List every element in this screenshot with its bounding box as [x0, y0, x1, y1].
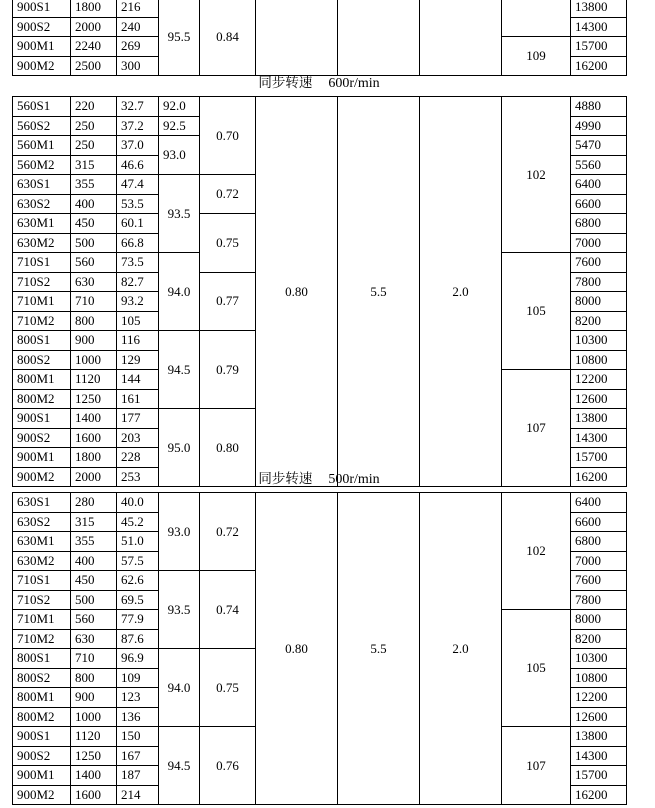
power-cell: 1400: [71, 409, 117, 429]
weight-cell: 10300: [571, 331, 627, 351]
current-cell: 109: [117, 668, 159, 688]
empty-cell: [338, 0, 420, 76]
power-cell: 800: [71, 311, 117, 331]
power-cell: 1000: [71, 707, 117, 727]
table-row: [13, 97, 627, 117]
current-cell: 53.5: [117, 194, 159, 214]
weight-cell: 13800: [571, 0, 627, 17]
frame-cell: 102: [502, 97, 571, 253]
model-cell: 560S2: [13, 116, 71, 136]
power-cell: 450: [71, 571, 117, 591]
efficiency-cell: 93.0: [159, 136, 200, 175]
current-cell: 240: [117, 17, 159, 37]
power-factor-cell: 0.75: [200, 214, 256, 273]
model-cell: 630S2: [13, 194, 71, 214]
current-cell: 253: [117, 467, 159, 487]
model-cell: 800M1: [13, 370, 71, 390]
power-factor-cell: 0.72: [200, 175, 256, 214]
weight-cell: 10800: [571, 668, 627, 688]
current-cell: 32.7: [117, 97, 159, 117]
power-factor-cell: 0.77: [200, 272, 256, 331]
model-cell: 900S1: [13, 409, 71, 429]
col-c-cell: 2.0: [420, 493, 502, 805]
efficiency-cell: 94.5: [159, 331, 200, 409]
power-cell: 355: [71, 175, 117, 195]
power-cell: 560: [71, 610, 117, 630]
weight-cell: 6600: [571, 512, 627, 532]
model-cell: 560M2: [13, 155, 71, 175]
current-cell: 77.9: [117, 610, 159, 630]
model-cell: 710S1: [13, 253, 71, 273]
power-cell: 500: [71, 590, 117, 610]
section-title-label: 同步转速: [258, 75, 313, 91]
empty-cell: [420, 0, 502, 76]
efficiency-cell: 94.0: [159, 649, 200, 727]
model-cell: 900M1: [13, 448, 71, 468]
model-cell: 800S2: [13, 668, 71, 688]
power-cell: 1250: [71, 389, 117, 409]
power-cell: 1400: [71, 766, 117, 786]
power-cell: 710: [71, 292, 117, 312]
model-cell: 710M1: [13, 292, 71, 312]
model-cell: 710S2: [13, 590, 71, 610]
weight-cell: 6800: [571, 532, 627, 552]
power-cell: 315: [71, 512, 117, 532]
model-cell: 900M1: [13, 37, 71, 57]
current-cell: 57.5: [117, 551, 159, 571]
current-cell: 116: [117, 331, 159, 351]
current-cell: 47.4: [117, 175, 159, 195]
current-cell: 60.1: [117, 214, 159, 234]
model-cell: 560M1: [13, 136, 71, 156]
model-cell: 900S2: [13, 746, 71, 766]
model-cell: 900M2: [13, 56, 71, 76]
model-cell: 630M1: [13, 532, 71, 552]
weight-cell: 12200: [571, 370, 627, 390]
current-cell: 300: [117, 56, 159, 76]
col-c-cell: 2.0: [420, 97, 502, 487]
current-cell: 105: [117, 311, 159, 331]
current-cell: 177: [117, 409, 159, 429]
current-cell: 73.5: [117, 253, 159, 273]
weight-cell: 13800: [571, 409, 627, 429]
current-cell: 45.2: [117, 512, 159, 532]
model-cell: 800M2: [13, 389, 71, 409]
weight-cell: 14300: [571, 428, 627, 448]
weight-cell: 6600: [571, 194, 627, 214]
power-cell: 500: [71, 233, 117, 253]
current-cell: 37.2: [117, 116, 159, 136]
weight-cell: 8200: [571, 629, 627, 649]
current-cell: 167: [117, 746, 159, 766]
power-cell: 2500: [71, 56, 117, 76]
section-title-600: [12, 72, 626, 94]
model-cell: 800S1: [13, 331, 71, 351]
weight-cell: 7800: [571, 272, 627, 292]
efficiency-cell: 94.0: [159, 253, 200, 331]
model-cell: 710M1: [13, 610, 71, 630]
model-cell: 900M2: [13, 785, 71, 805]
power-cell: 900: [71, 688, 117, 708]
model-cell: 900S1: [13, 0, 71, 17]
weight-cell: 6800: [571, 214, 627, 234]
weight-cell: 12200: [571, 688, 627, 708]
current-cell: 87.6: [117, 629, 159, 649]
power-cell: 1120: [71, 727, 117, 747]
current-cell: 129: [117, 350, 159, 370]
current-cell: 37.0: [117, 136, 159, 156]
model-cell: 900S2: [13, 17, 71, 37]
weight-cell: 16200: [571, 467, 627, 487]
weight-cell: 10800: [571, 350, 627, 370]
weight-cell: 14300: [571, 746, 627, 766]
weight-cell: 7800: [571, 590, 627, 610]
spec-table-500: [12, 492, 627, 805]
table-row: [13, 0, 627, 17]
weight-cell: 15700: [571, 448, 627, 468]
current-cell: 203: [117, 428, 159, 448]
frame-cell: 105: [502, 253, 571, 370]
section-title-500: [12, 468, 626, 490]
model-cell: 800S2: [13, 350, 71, 370]
power-cell: 1250: [71, 746, 117, 766]
weight-cell: 10300: [571, 649, 627, 669]
power-factor-cell: 0.70: [200, 97, 256, 175]
weight-cell: 15700: [571, 37, 627, 57]
power-cell: 630: [71, 629, 117, 649]
model-cell: 900S1: [13, 727, 71, 747]
weight-cell: 5560: [571, 155, 627, 175]
frame-cell: 107: [502, 727, 571, 805]
power-factor-cell: 0.79: [200, 331, 256, 409]
power-cell: 900: [71, 331, 117, 351]
weight-cell: 7000: [571, 233, 627, 253]
weight-cell: 15700: [571, 766, 627, 786]
frame-cell: 102: [502, 493, 571, 610]
model-cell: 630S1: [13, 493, 71, 513]
frame-cell: 107: [502, 370, 571, 487]
current-cell: 136: [117, 707, 159, 727]
power-factor-cell: 0.80: [200, 409, 256, 487]
model-cell: 710M2: [13, 311, 71, 331]
efficiency-cell: 95.5: [159, 0, 200, 76]
weight-cell: 12600: [571, 389, 627, 409]
current-cell: 93.2: [117, 292, 159, 312]
current-cell: 216: [117, 0, 159, 17]
weight-cell: 7600: [571, 253, 627, 273]
power-cell: 355: [71, 532, 117, 552]
current-cell: 69.5: [117, 590, 159, 610]
efficiency-cell: 92.0: [159, 97, 200, 117]
model-cell: 630S2: [13, 512, 71, 532]
weight-cell: 16200: [571, 56, 627, 76]
current-cell: 161: [117, 389, 159, 409]
model-cell: 710M2: [13, 629, 71, 649]
frame-cell: 105: [502, 610, 571, 727]
power-cell: 280: [71, 493, 117, 513]
power-cell: 710: [71, 649, 117, 669]
efficiency-cell: 94.5: [159, 727, 200, 805]
model-cell: 900M2: [13, 467, 71, 487]
efficiency-cell: 93.5: [159, 571, 200, 649]
current-cell: 51.0: [117, 532, 159, 552]
power-factor-cell: 0.74: [200, 571, 256, 649]
power-factor-cell: 0.75: [200, 649, 256, 727]
model-cell: 800M2: [13, 707, 71, 727]
power-cell: 315: [71, 155, 117, 175]
current-cell: 66.8: [117, 233, 159, 253]
power-cell: 400: [71, 551, 117, 571]
current-cell: 82.7: [117, 272, 159, 292]
weight-cell: 4880: [571, 97, 627, 117]
spec-table-top: [12, 0, 627, 76]
frame-cell: 109: [502, 37, 571, 76]
weight-cell: 8200: [571, 311, 627, 331]
model-cell: 900S2: [13, 428, 71, 448]
model-cell: 630M2: [13, 233, 71, 253]
col-b-cell: 5.5: [338, 97, 420, 487]
model-cell: 560S1: [13, 97, 71, 117]
current-cell: 187: [117, 766, 159, 786]
power-factor-cell: 0.84: [200, 0, 256, 76]
weight-cell: 6400: [571, 493, 627, 513]
empty-cell: [256, 0, 338, 76]
weight-cell: 8000: [571, 292, 627, 312]
model-cell: 800S1: [13, 649, 71, 669]
weight-cell: 13800: [571, 727, 627, 747]
efficiency-cell: 95.0: [159, 409, 200, 487]
weight-cell: 16200: [571, 785, 627, 805]
efficiency-cell: 93.5: [159, 175, 200, 253]
power-cell: 1000: [71, 350, 117, 370]
efficiency-cell: 92.5: [159, 116, 200, 136]
section-title-label: 同步转速: [258, 471, 313, 487]
weight-cell: 4990: [571, 116, 627, 136]
power-cell: 220: [71, 97, 117, 117]
power-cell: 1600: [71, 785, 117, 805]
model-cell: 630S1: [13, 175, 71, 195]
model-cell: 710S2: [13, 272, 71, 292]
power-cell: 250: [71, 116, 117, 136]
power-cell: 560: [71, 253, 117, 273]
power-cell: 1120: [71, 370, 117, 390]
weight-cell: 7000: [571, 551, 627, 571]
current-cell: 150: [117, 727, 159, 747]
power-cell: 450: [71, 214, 117, 234]
spec-table-600: [12, 96, 627, 487]
model-cell: 900M1: [13, 766, 71, 786]
weight-cell: 12600: [571, 707, 627, 727]
current-cell: 228: [117, 448, 159, 468]
col-a-cell: 0.80: [256, 97, 338, 487]
power-cell: 2240: [71, 37, 117, 57]
power-factor-cell: 0.76: [200, 727, 256, 805]
empty-cell: [502, 0, 571, 37]
current-cell: 40.0: [117, 493, 159, 513]
model-cell: 630M2: [13, 551, 71, 571]
current-cell: 46.6: [117, 155, 159, 175]
current-cell: 96.9: [117, 649, 159, 669]
power-cell: 800: [71, 668, 117, 688]
col-b-cell: 5.5: [338, 493, 420, 805]
current-cell: 62.6: [117, 571, 159, 591]
table-row: [13, 493, 627, 513]
current-cell: 214: [117, 785, 159, 805]
weight-cell: 5470: [571, 136, 627, 156]
power-cell: 250: [71, 136, 117, 156]
power-cell: 1600: [71, 428, 117, 448]
section-title-speed: 600r/min: [328, 76, 380, 91]
weight-cell: 6400: [571, 175, 627, 195]
power-cell: 400: [71, 194, 117, 214]
efficiency-cell: 93.0: [159, 493, 200, 571]
power-cell: 2000: [71, 17, 117, 37]
model-cell: 630M1: [13, 214, 71, 234]
model-cell: 800M1: [13, 688, 71, 708]
power-cell: 630: [71, 272, 117, 292]
current-cell: 144: [117, 370, 159, 390]
weight-cell: 7600: [571, 571, 627, 591]
model-cell: 710S1: [13, 571, 71, 591]
current-cell: 123: [117, 688, 159, 708]
col-a-cell: 0.80: [256, 493, 338, 805]
power-cell: 1800: [71, 0, 117, 17]
section-title-speed: 500r/min: [328, 472, 380, 487]
weight-cell: 8000: [571, 610, 627, 630]
power-cell: 1800: [71, 448, 117, 468]
weight-cell: 14300: [571, 17, 627, 37]
power-cell: 2000: [71, 467, 117, 487]
current-cell: 269: [117, 37, 159, 57]
power-factor-cell: 0.72: [200, 493, 256, 571]
